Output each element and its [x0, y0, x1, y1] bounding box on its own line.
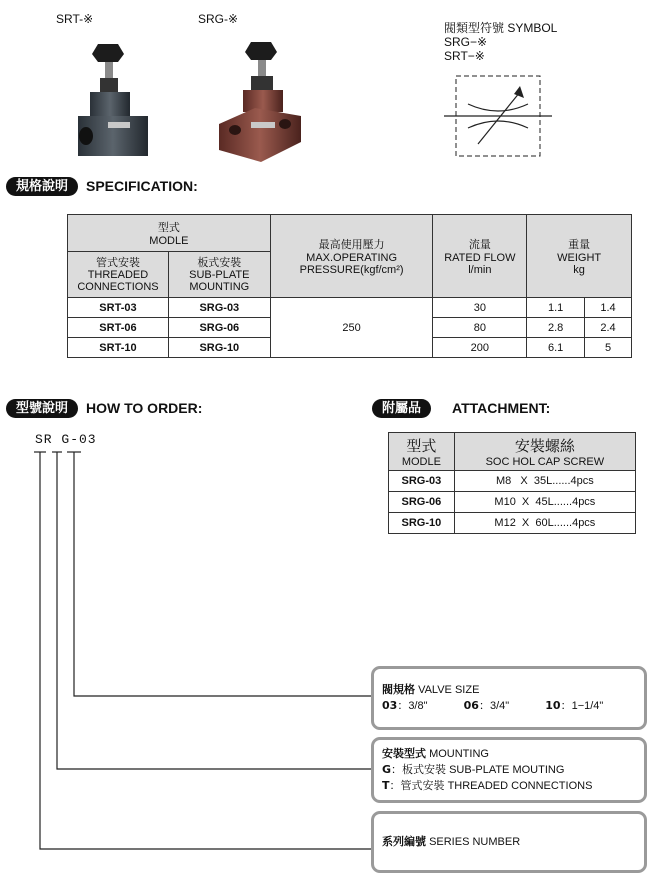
spec-badge: 規格說明	[6, 177, 78, 196]
pressure-header: 最高使用壓力 MAX.OPERATING PRESSURE(kgf/cm²)	[270, 215, 433, 298]
series-number-box: 系列編號 SERIES NUMBER	[371, 811, 647, 873]
cell-weight-1: 6.1	[527, 338, 585, 358]
srg-caption: SRG-※	[198, 12, 239, 26]
spec-title: SPECIFICATION:	[86, 178, 198, 194]
cell-subplate: SRG-06	[168, 318, 270, 338]
att-model-cell: SRG-03	[389, 471, 455, 492]
attachment-title: ATTACHMENT:	[452, 400, 551, 416]
subplate-header: 板式安裝 SUB-PLATE MOUNTING	[168, 252, 270, 298]
cell-weight-2: 5	[585, 338, 632, 358]
cell-threaded: SRT-06	[68, 318, 169, 338]
valve-size-box: 閥規格 VALVE SIZE 03：3/8" 06：3/4" 10：1−1/4"	[371, 666, 647, 730]
table-row	[389, 492, 636, 513]
model-code: SR G-03	[35, 432, 97, 447]
cell-threaded: SRT-10	[68, 338, 169, 358]
cell-weight-2: 2.4	[585, 318, 632, 338]
table-row	[389, 513, 636, 534]
cell-pressure: 250	[270, 298, 433, 358]
att-screw-cell: M10 X 45L......4pcs	[454, 492, 635, 513]
cell-weight-1: 2.8	[527, 318, 585, 338]
att-model-header: 型式 MODLE	[389, 433, 455, 471]
flow-header: 流量 RATED FLOW l/min	[433, 215, 527, 298]
model-header: 型式 MODLE	[68, 215, 271, 252]
att-screw-cell: M12 X 60L......4pcs	[454, 513, 635, 534]
cell-flow: 30	[433, 298, 527, 318]
att-model-cell: SRG-10	[389, 513, 455, 534]
order-title: HOW TO ORDER:	[86, 400, 203, 416]
cell-threaded: SRT-03	[68, 298, 169, 318]
table-row	[389, 471, 636, 492]
srt-caption: SRT-※	[56, 12, 94, 26]
order-badge: 型號說明	[6, 399, 78, 418]
cell-subplate: SRG-10	[168, 338, 270, 358]
cell-flow: 80	[433, 318, 527, 338]
att-screw-cell: M8 X 35L......4pcs	[454, 471, 635, 492]
threaded-header: 管式安裝 THREADED CONNECTIONS	[68, 252, 169, 298]
cell-flow: 200	[433, 338, 527, 358]
cell-weight-2: 1.4	[585, 298, 632, 318]
cell-subplate: SRG-03	[168, 298, 270, 318]
mounting-box: 安裝型式 MOUNTING G：板式安裝 SUB-PLATE MOUTING T：管式安裝 THREADED CONNECTIONS	[371, 737, 647, 803]
attachment-badge: 附屬品	[372, 399, 431, 418]
weight-header: 重量 WEIGHT kg	[527, 215, 632, 298]
symbol-label: 閥類型符號 SYMBOL SRG−※ SRT−※	[444, 21, 558, 63]
att-model-cell: SRG-06	[389, 492, 455, 513]
attachment-table	[388, 432, 636, 534]
att-screw-header: 安裝螺絲 SOC HOL CAP SCREW	[454, 433, 635, 471]
cell-weight-1: 1.1	[527, 298, 585, 318]
